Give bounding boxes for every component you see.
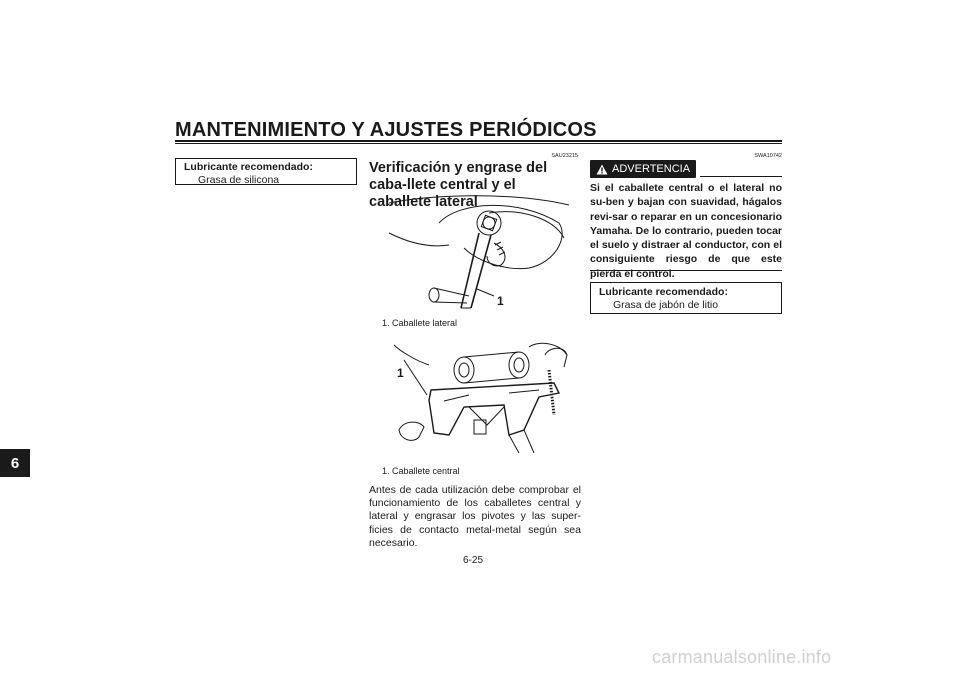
lubricant-box-value: Grasa de jabón de litio — [613, 299, 719, 311]
figure1-caption: 1. Caballete lateral — [382, 318, 458, 328]
watermark: carmanualsonline.info — [652, 647, 832, 667]
page-number: 6-25 — [463, 555, 484, 566]
header-rule-thin — [175, 143, 782, 144]
header-rule — [175, 140, 782, 142]
figure2-caption: 1. Caballete central — [382, 466, 460, 476]
chapter-number: 6 — [0, 449, 30, 477]
warning-code: SWA10742 — [754, 153, 782, 159]
page-header-title: MANTENIMIENTO Y AJUSTES PERIÓDICOS — [175, 119, 597, 141]
center-stand-illustration — [369, 335, 581, 459]
section-body-text: Antes de cada utilización debe comprobar el funcionamiento de los caballetes central y lateral y engrasar los pivotes y las super-ficies de contacto metal-metal según sea necesario. — [369, 484, 581, 549]
warning-label: ADVERTENCIA — [612, 163, 691, 175]
lubricant-box-title: Lubricante recomendado: — [599, 286, 728, 298]
warning-bottom-rule — [590, 270, 782, 271]
warning-badge — [590, 160, 696, 178]
figure2-callout: 1 — [397, 366, 404, 380]
side-stand-illustration — [369, 193, 581, 313]
lubricant-box-left — [175, 158, 357, 185]
section-code: SAU23215 — [551, 153, 578, 159]
warning-triangle-icon — [596, 164, 608, 175]
lubricant-box-right — [590, 282, 782, 314]
figure1-callout: 1 — [497, 294, 504, 308]
lubricant-box-title: Lubricante recomendado: — [184, 161, 313, 173]
lubricant-box-value: Grasa de silicona — [198, 174, 280, 186]
warning-text: Si el caballete central o el lateral no su-ben y bajan con suavidad, hágalos revi-sar o reparar en un concesionario Yamaha. De lo contrario, pueden tocar el suelo y distraer al conductor, con el consiguiente riesgo de que este pierda el control. — [590, 182, 782, 280]
warning-header-rule — [700, 176, 782, 177]
section-title: Verificación y engrase del caba-llete central y el caballete lateral — [369, 160, 548, 210]
